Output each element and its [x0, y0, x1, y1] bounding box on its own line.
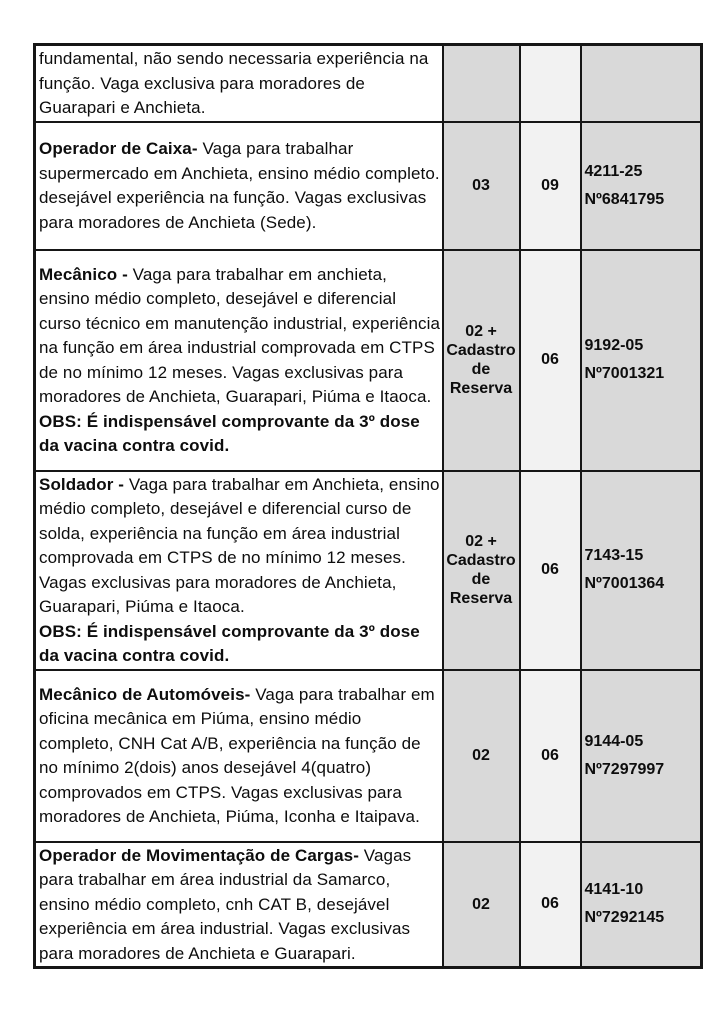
cbo-code: 4141-10: [584, 881, 644, 899]
request-number: Nº7297997: [584, 760, 665, 778]
cbo-code: 9192-05: [584, 337, 644, 354]
middle-count-value: 06: [541, 895, 559, 913]
table-row: [35, 842, 702, 968]
middle-count-cell: [520, 122, 581, 250]
job-title: Soldador -: [39, 474, 125, 494]
table-row: [35, 45, 702, 122]
vacancies-value: 02: [472, 747, 490, 764]
vacancies-cell: [443, 471, 520, 670]
table-row: [35, 122, 702, 250]
job-description-cell: [35, 45, 443, 122]
vacancies-value: 02: [472, 895, 490, 913]
code-cell: [581, 45, 702, 122]
middle-count-cell: [520, 842, 581, 968]
job-description-cell: [35, 471, 443, 670]
vacancies-value: 02 + Cadastro de Reserva: [446, 533, 516, 607]
job-description: Vaga para trabalhar em anchieta, ensino médio completo, desejável e diferencial curso técnico em manutenção industrial, experiência na função em área industrial comprovada em CTPS de no mínimo 12 meses. Vagas exclusivas para moradores de Anchieta, Guarapari, Piúma e Itaoca.: [39, 264, 441, 406]
request-number: Nº7292145: [584, 909, 665, 927]
job-description: Vaga para trabalhar supermercado em Anchieta, ensino médio completo. desejável experiência na função. Vagas exclusivas para moradores de Anchieta (Sede).: [39, 139, 440, 232]
job-title: Mecânico -: [39, 264, 128, 284]
cbo-code: 9144-05: [584, 732, 644, 750]
vacancies-cell: [443, 670, 520, 842]
request-number: Nº7001364: [584, 575, 665, 592]
job-obs-note: OBS: É indispensável comprovante da 3º dose da vacina contra covid.: [39, 621, 420, 665]
job-description-cell: [35, 122, 443, 250]
middle-count-cell: [520, 45, 581, 122]
middle-count-cell: [520, 250, 581, 471]
job-description-cell: [35, 250, 443, 471]
vacancies-cell: [443, 250, 520, 471]
code-cell: [581, 250, 702, 471]
code-cell: [581, 670, 702, 842]
code-cell: [581, 122, 702, 250]
request-number: Nº6841795: [584, 190, 665, 208]
vacancies-value: 02 + Cadastro de Reserva: [446, 323, 516, 397]
job-description: Vagas para trabalhar em área industrial da Samarco, ensino médio completo, cnh CAT B, desejável experiência em área industrial. Vagas exclusivas para moradores de Anchieta e Guarapari.: [39, 845, 412, 963]
vacancies-cell: [443, 122, 520, 250]
table-row: [35, 471, 702, 670]
job-title: Mecânico de Automóveis-: [39, 684, 251, 704]
job-vacancies-table-body: [35, 45, 702, 968]
job-vacancies-table: [33, 43, 703, 969]
vacancies-cell: [443, 45, 520, 122]
job-description: Vaga para trabalhar em Anchieta, ensino médio completo, desejável e diferencial curso de solda, experiência na função em área industrial comprovada em CTPS de no mínimo 12 meses. Vagas exclusivas para moradores de Anchieta, Guarapari, Piúma e Itaoca.: [39, 474, 440, 616]
job-title: Operador de Movimentação de Cargas-: [39, 845, 359, 865]
middle-count-cell: [520, 471, 581, 670]
middle-count-value: 06: [541, 746, 559, 764]
vacancies-cell: [443, 842, 520, 968]
middle-count-value: 06: [541, 561, 559, 578]
job-description-cell: [35, 842, 443, 968]
code-cell: [581, 842, 702, 968]
vacancies-value: 03: [472, 177, 490, 194]
table-row: [35, 250, 702, 471]
job-description-cell: [35, 670, 443, 842]
cbo-code: 7143-15: [584, 547, 644, 564]
middle-count-value: 09: [541, 176, 559, 194]
job-title: Operador de Caixa-: [39, 139, 198, 158]
job-obs-note: OBS: É indispensável comprovante da 3º dose da vacina contra covid.: [39, 411, 420, 455]
middle-count-cell: [520, 670, 581, 842]
cbo-code: 4211-25: [584, 162, 643, 180]
request-number: Nº7001321: [584, 365, 665, 382]
job-description: fundamental, não sendo necessaria experiência na função. Vaga exclusiva para moradores de Guarapari e Anchieta.: [39, 49, 429, 117]
table-row: [35, 670, 702, 842]
job-description: Vaga para trabalhar em oficina mecânica em Piúma, ensino médio completo, CNH Cat A/B, experiência na função de no mínimo 2(dois) anos desejável 4(quatro) comprovados em CTPS. Vagas exclusivas para moradores de Anchieta, Piúma, Iconha e Itaipava.: [39, 684, 435, 826]
code-cell: [581, 471, 702, 670]
middle-count-value: 06: [541, 351, 559, 368]
